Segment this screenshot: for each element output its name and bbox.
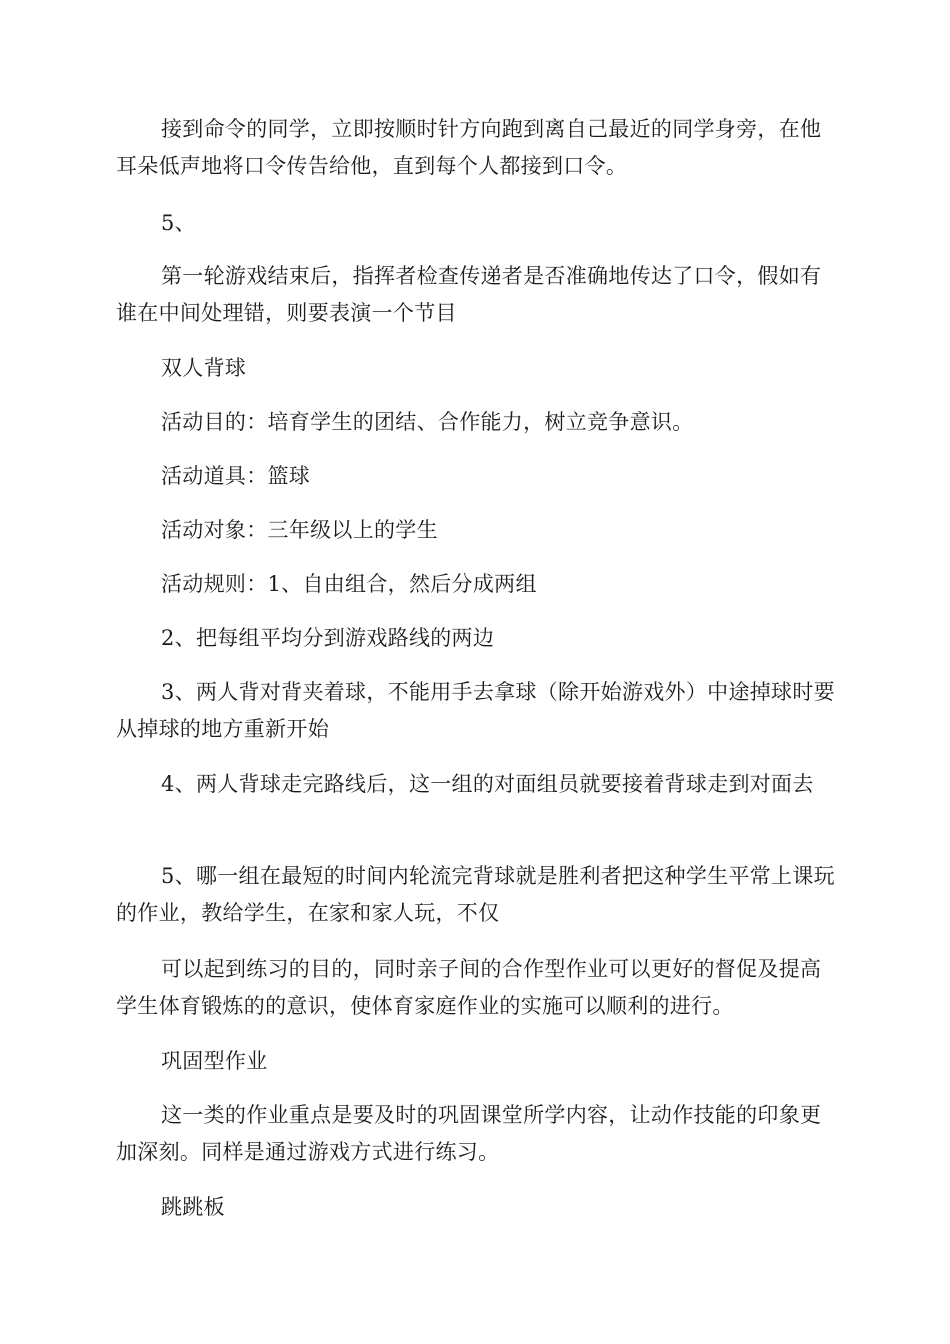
activity-rule-1: 活动规则：1、自由组合，然后分成两组	[161, 572, 537, 596]
paragraph-relay-instruction: 接到命令的同学，立即按顺时针方向跑到离自己最近的同学身旁，在他耳朵低声地将口令传告给他，直到每个人都接到口令。	[116, 117, 822, 178]
paragraph-family-practice: 可以起到练习的目的，同时亲子间的合作型作业可以更好的督促及提高学生体育锻炼的的意识，使体育家庭作业的实施可以顺利的进行。	[116, 957, 822, 1018]
activity-rule-2: 2、把每组平均分到游戏路线的两边	[161, 626, 495, 650]
section-heading-consolidation: 巩固型作业	[161, 1049, 268, 1073]
activity-purpose: 活动目的：培育学生的团结、合作能力，树立竞争意识。	[161, 410, 694, 434]
activity-props: 活动道具：篮球	[161, 464, 311, 488]
activity-target: 活动对象：三年级以上的学生	[161, 518, 438, 542]
activity-rule-5: 5、哪一组在最短的时间内轮流完背球就是胜利者把这种学生平常上课玩的作业，教给学生，在家和家人玩，不仅	[116, 864, 835, 925]
activity-rule-3: 3、两人背对背夹着球，不能用手去拿球（除开始游戏外）中途掉球时要从掉球的地方重新开始	[116, 680, 835, 741]
paragraph-round-check: 第一轮游戏结束后，指挥者检查传递者是否准确地传达了口令，假如有谁在中间处理错，则要表演一个节目	[116, 264, 822, 325]
section-heading-seesaw: 跳跳板	[161, 1195, 225, 1219]
step-number-5: 5、	[161, 211, 196, 235]
paragraph-consolidation-description: 这一类的作业重点是要及时的巩固课堂所学内容，让动作技能的印象更加深刻。同样是通过游戏方式进行练习。	[116, 1103, 822, 1164]
section-heading-double-back-ball: 双人背球	[161, 356, 247, 380]
activity-rule-4: 4、两人背球走完路线后，这一组的对面组员就要接着背球走到对面去	[161, 772, 814, 796]
